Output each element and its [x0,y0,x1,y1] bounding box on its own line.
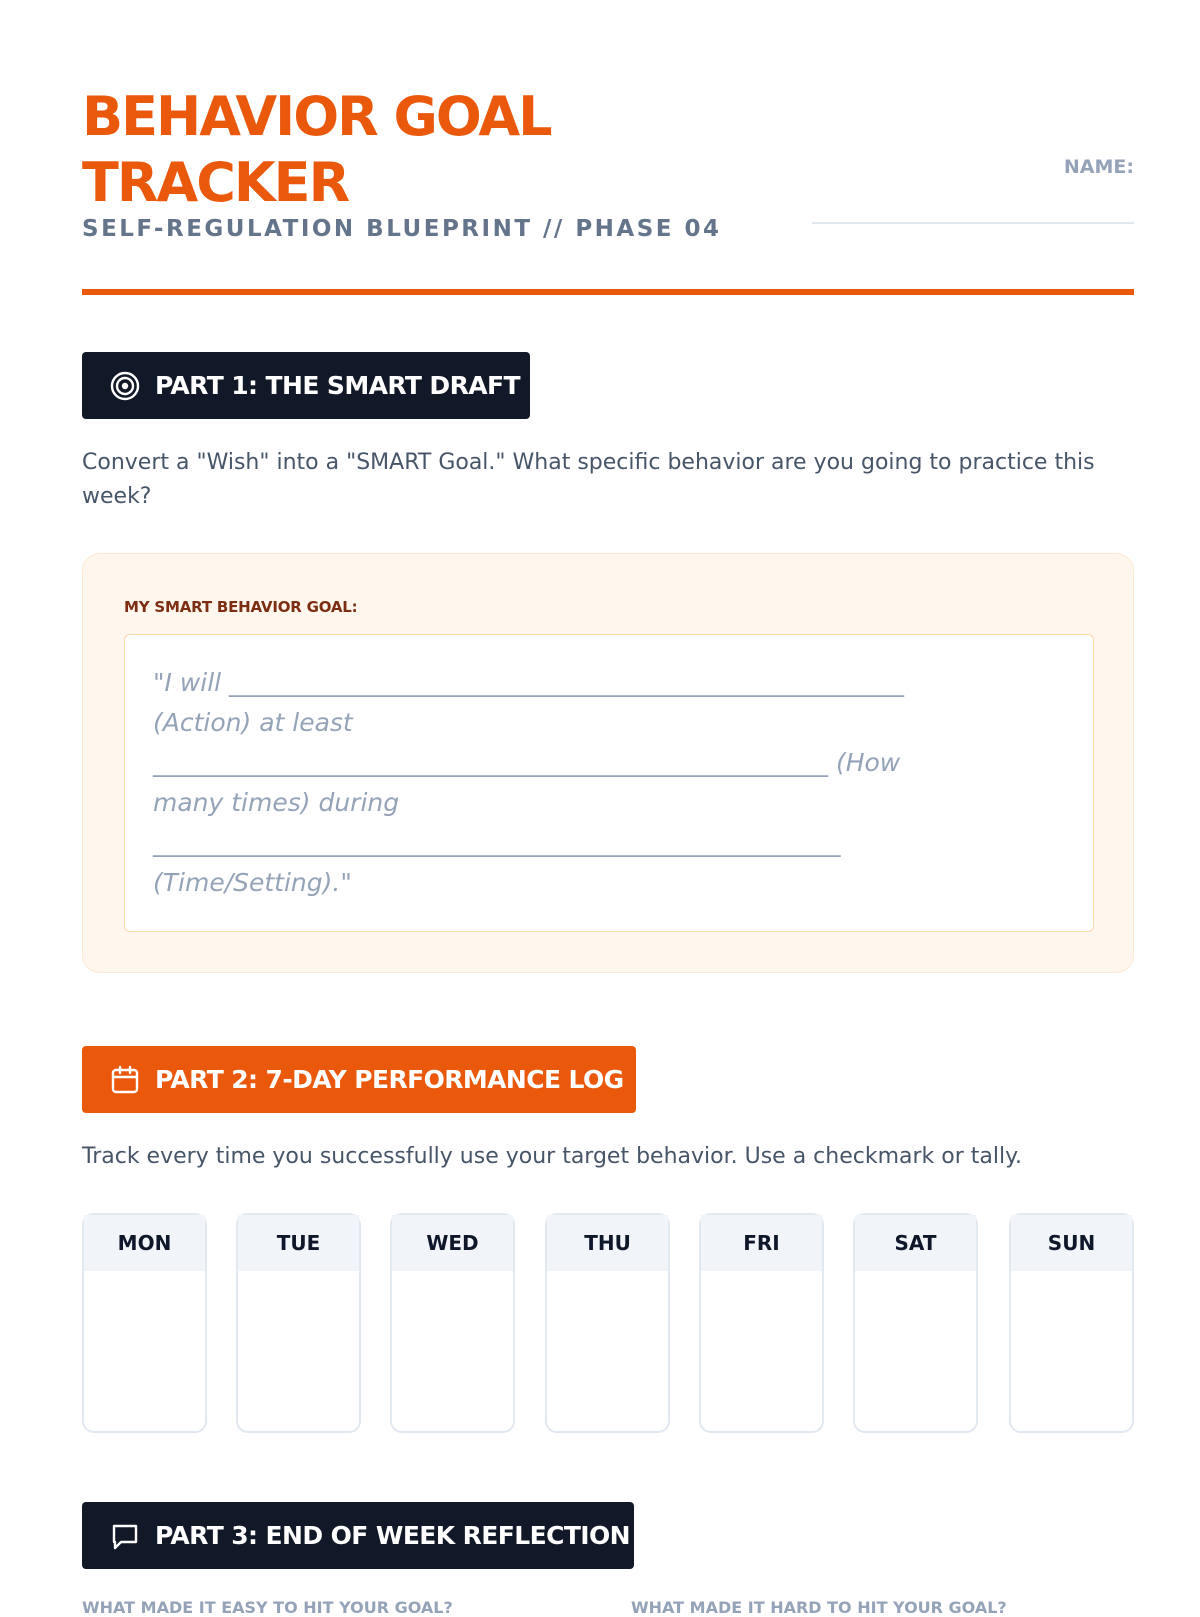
day-box-fri[interactable] [699,1213,824,1433]
chat-bubble-icon [109,1520,141,1552]
page-title: BEHAVIOR GOAL TRACKER [82,85,551,214]
part1-description: Convert a "Wish" into a "SMART Goal." What specific behavior are you going to practice this week? [82,450,1095,509]
day-label: MON [84,1215,205,1271]
day-label: TUE [238,1215,359,1271]
part1-heading [82,352,530,419]
goal-template-line-5: _______________________________________________________ [153,828,841,857]
day-log-grid [82,1213,1134,1433]
calendar-icon [109,1064,141,1096]
day-box-tue[interactable] [236,1213,361,1433]
page-subtitle: SELF-REGULATION BLUEPRINT // PHASE 04 [82,216,722,242]
day-box-wed[interactable] [390,1213,515,1433]
day-label: SUN [1011,1215,1132,1271]
day-label: WED [392,1215,513,1271]
reflection-question-hard: WHAT MADE IT HARD TO HIT YOUR GOAL? [631,1598,1007,1617]
part2-heading [82,1046,636,1113]
day-box-sun[interactable] [1009,1213,1134,1433]
part3-heading-text: PART 3: END OF WEEK REFLECTION [155,1521,630,1550]
goal-template-line-2: (Action) at least [153,708,353,737]
part2-heading-text: PART 2: 7-DAY PERFORMANCE LOG [155,1065,624,1094]
day-label: SAT [855,1215,976,1271]
smart-goal-panel [82,553,1134,973]
day-box-thu[interactable] [545,1213,670,1433]
part2-description: Track every time you successfully use your target behavior. Use a checkmark or tally. [82,1144,1022,1169]
day-label: THU [547,1215,668,1271]
goal-template-line-6: (Time/Setting)." [153,868,352,897]
smart-goal-input-box[interactable] [124,634,1094,932]
worksheet-page [82,0,1134,1617]
smart-goal-label: MY SMART BEHAVIOR GOAL: [124,598,358,616]
goal-template-line-3: ______________________________________________________ (How [153,748,901,777]
name-field-line[interactable] [812,222,1134,224]
goal-template-line-4: many times) during [153,788,400,817]
day-box-sat[interactable] [853,1213,978,1433]
header-divider [82,289,1134,295]
target-icon [109,370,141,402]
part1-heading-text: PART 1: THE SMART DRAFT [155,371,520,400]
day-label: FRI [701,1215,822,1271]
reflection-question-easy: WHAT MADE IT EASY TO HIT YOUR GOAL? [82,1598,453,1617]
day-box-mon[interactable] [82,1213,207,1433]
part3-heading [82,1502,634,1569]
goal-template-line-1: "I will ______________________________________________________ [153,668,905,697]
name-label: NAME: [1063,156,1134,178]
